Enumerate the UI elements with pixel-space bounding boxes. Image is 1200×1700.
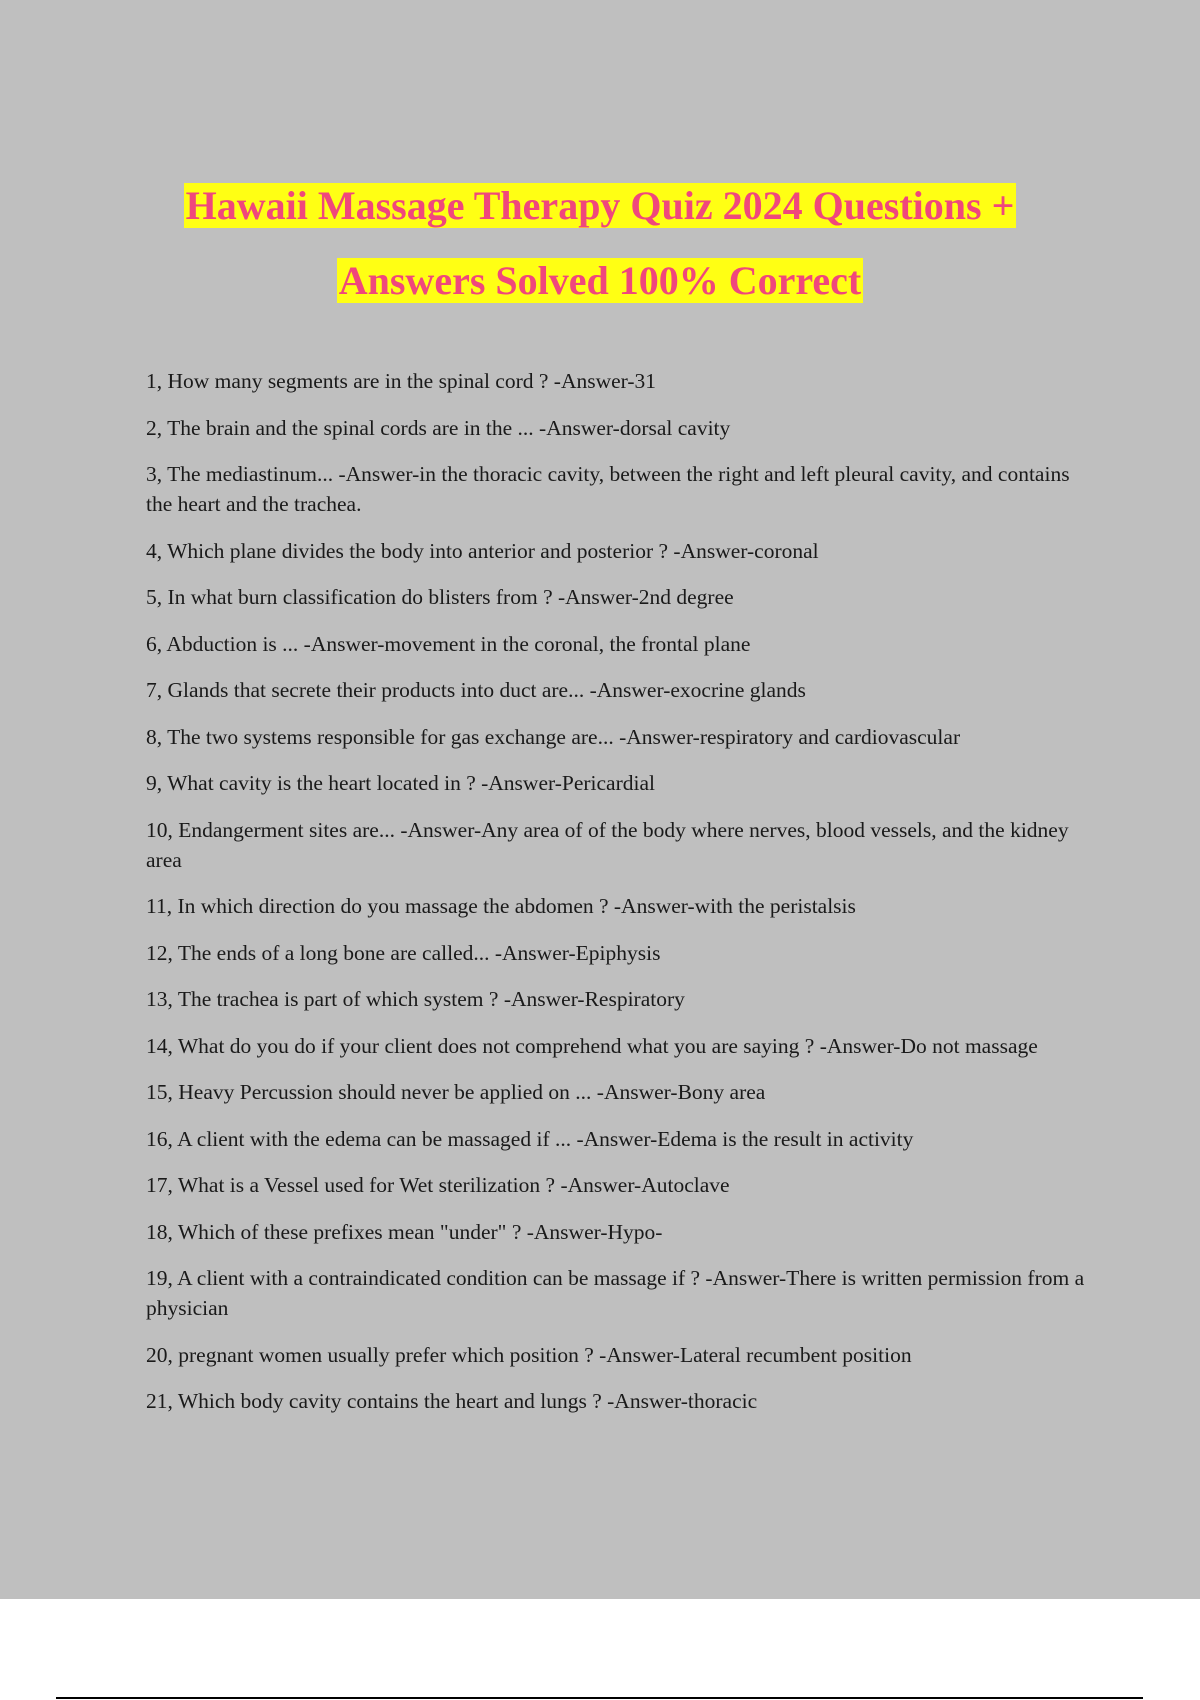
qa-item: 9, What cavity is the heart located in ? -Answer-Pericardial	[146, 771, 655, 795]
title-line-2: Answers Solved 100% Correct	[338, 258, 862, 303]
qa-item: 5, In what burn classification do blisters from ? -Answer-2nd degree	[146, 585, 734, 609]
qa-item: 1, How many segments are in the spinal cord ? -Answer-31	[146, 369, 657, 393]
qa-item: 7, Glands that secrete their products into duct are... -Answer-exocrine glands	[146, 678, 806, 702]
question-answer-list	[146, 366, 1086, 1433]
qa-item: 16, A client with the edema can be massaged if ... -Answer-Edema is the result in activity	[146, 1126, 914, 1151]
qa-item: 2, The brain and the spinal cords are in the ... -Answer-dorsal cavity	[146, 415, 731, 440]
title-line-1: Hawaii Massage Therapy Quiz 2024 Questions +	[185, 183, 1015, 228]
qa-item: 12, The ends of a long bone are called... -Answer-Epiphysis	[146, 940, 661, 965]
qa-item: 21, Which body cavity contains the heart and lungs ? -Answer-thoracic	[146, 1389, 758, 1413]
qa-item: 18, Which of these prefixes mean "under" ? -Answer-Hypo-	[146, 1219, 663, 1244]
qa-item: 14, What do you do if your client does not comprehend what you are saying ? -Answer-Do not massage	[146, 1033, 1038, 1058]
qa-item: 17, What is a Vessel used for Wet sterilization ? -Answer-Autoclave	[146, 1173, 730, 1197]
footer-divider	[56, 1697, 1143, 1699]
qa-item: 3, The mediastinum... -Answer-in the thoracic cavity, between the right and left pleural cavity, and contains the heart and the trachea.	[146, 462, 1070, 516]
qa-item: 4, Which plane divides the body into anterior and posterior ? -Answer-coronal	[146, 538, 819, 563]
qa-item: 6, Abduction is ... -Answer-movement in the coronal, the frontal plane	[146, 631, 751, 656]
qa-item: 15, Heavy Percussion should never be applied on ... -Answer-Bony area	[146, 1080, 766, 1104]
qa-item: 20, pregnant women usually prefer which position ? -Answer-Lateral recumbent position	[146, 1342, 912, 1367]
document-title	[0, 168, 1200, 318]
qa-item: 10, Endangerment sites are... -Answer-Any area of of the body where nerves, blood vessels, and the kidney area	[146, 817, 1069, 872]
qa-item: 11, In which direction do you massage the abdomen ? -Answer-with the peristalsis	[146, 894, 856, 918]
qa-item: 19, A client with a contraindicated condition can be massage if ? -Answer-There is written permission from a physician	[146, 1266, 1085, 1320]
qa-item: 13, The trachea is part of which system ? -Answer-Respiratory	[146, 987, 685, 1011]
qa-item: 8, The two systems responsible for gas exchange are... -Answer-respiratory and cardiovascular	[146, 724, 961, 749]
